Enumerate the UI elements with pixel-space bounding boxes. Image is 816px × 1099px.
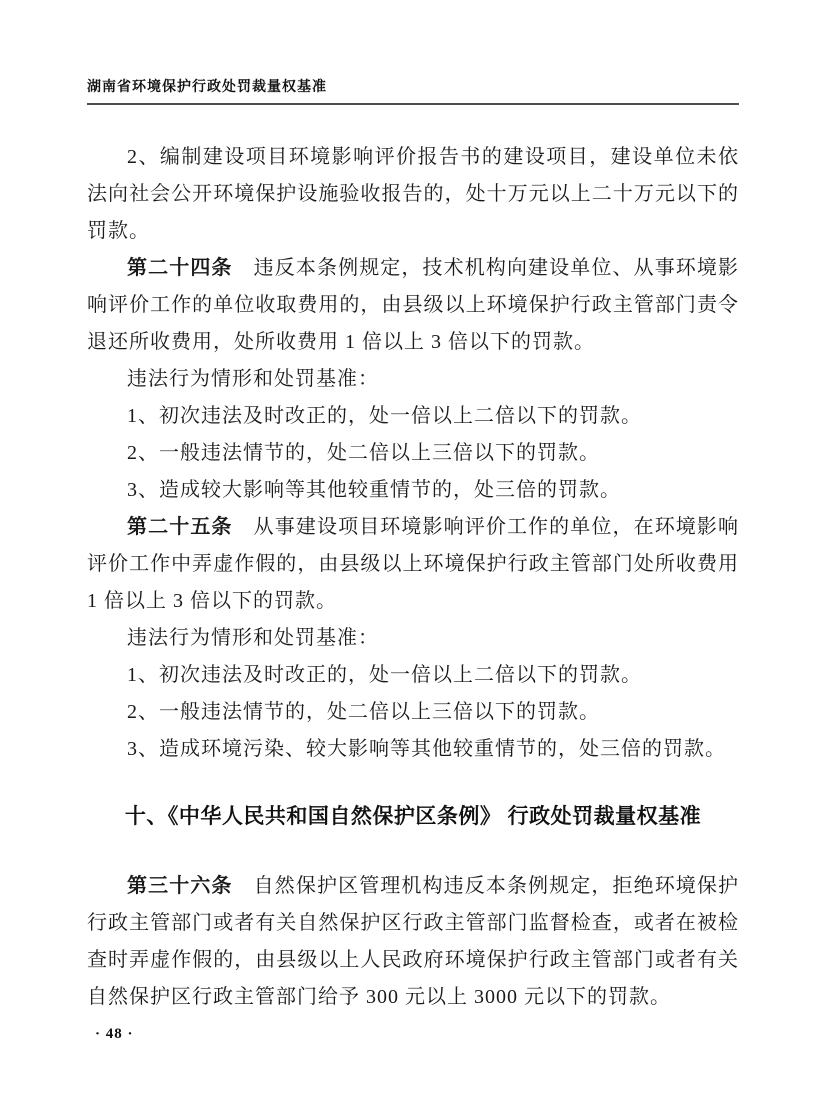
list-item: 3、造成较大影响等其他较重情节的，处三倍的罚款。 [127,479,621,501]
page-number: · 48 · [95,1026,134,1042]
list-item: 3、造成环境污染、较大影响等其他较重情节的，处三倍的罚款。 [127,738,726,760]
paragraph-intro-item2: 2、编制建设项目环境影响评价报告书的建设项目，建设单位未依法向社会公开环境保护设施验收报告的，处十万元以上二十万元以下的罚款。 [87,146,739,242]
section-heading: 十、《中华人民共和国自然保护区条例》 行政处罚裁量权基准 [124,805,702,828]
paragraph-article-25 [87,509,739,620]
paragraph-article-24 [87,250,739,361]
list-item: 1、初次违法及时改正的，处一倍以上二倍以下的罚款。 [127,405,642,427]
document-body [87,139,739,1016]
list-item: 2、一般违法情节的，处二倍以上三倍以下的罚款。 [127,701,600,723]
article-36-term: 第三十六条 [127,875,233,897]
list-item: 2、一般违法情节的，处二倍以上三倍以下的罚款。 [127,442,600,464]
paragraph-article-36 [87,868,739,1016]
article-24-text: 违反本条例规定，技术机构向建设单位、从事环境影响评价工作的单位收取费用的，由县级以上环境保护行政主管部门责令退还所收费用，处所收费用 1 倍以上 3 倍以下的罚款。 [87,257,740,353]
article-36-text: 自然保护区管理机构违反本条例规定，拒绝环境保护行政主管部门或者有关自然保护区行政主管部门监督检查，或者在被检查时弄虚作假的，由县级以上人民政府环境保护行政主管部门或者有关自然保护区行政主管部门给予 300 元以上 3000 元以下的罚款。 [87,875,740,1008]
header-divider [87,103,739,105]
list-item: 1、初次违法及时改正的，处一倍以上二倍以下的罚款。 [127,664,642,686]
article-25-text: 从事建设项目环境影响评价工作的单位，在环境影响评价工作中弄虚作假的，由县级以上环境保护行政主管部门处所收费用 1 倍以上 3 倍以下的罚款。 [87,516,740,612]
list1-intro: 违法行为情形和处罚基准： [127,368,379,390]
article-25-term: 第二十五条 [127,516,233,538]
article-24-term: 第二十四条 [127,257,233,279]
list2-intro: 违法行为情形和处罚基准： [127,627,379,649]
page-header [87,76,739,105]
running-head-title: 湖南省环境保护行政处罚裁量权基准 [87,78,327,94]
